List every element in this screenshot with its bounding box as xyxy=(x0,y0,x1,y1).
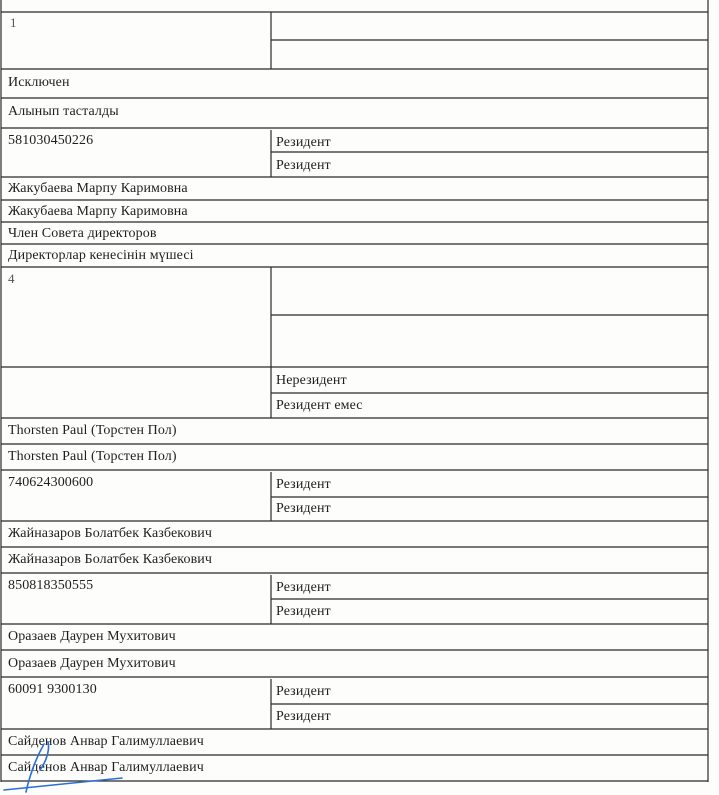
residency-4b: Резидент xyxy=(276,709,331,724)
signature-stroke xyxy=(0,740,140,795)
iin-4: 60091 9300130 xyxy=(8,682,97,697)
position-ru: Член Совета директоров xyxy=(8,226,157,241)
status-excluded-kz: Алынып тасталды xyxy=(8,104,119,119)
residency-nonresident-kz: Резидент емес xyxy=(276,398,363,413)
person-name-2b: Thorsten Paul (Торстен Пол) xyxy=(8,449,177,464)
person-name-5b: Сайденов Анвар Галимуллаевич xyxy=(8,760,204,775)
person-name-1b: Жакубаева Марпу Каримовна xyxy=(8,204,188,219)
residency-2b: Резидент xyxy=(276,501,331,516)
person-name-3b: Жайназаров Болатбек Казбекович xyxy=(8,552,213,567)
position-kz: Директорлар кенесінін мүшесі xyxy=(8,248,194,263)
iin-3: 850818350555 xyxy=(8,578,94,593)
person-name-2a: Thorsten Paul (Торстен Пол) xyxy=(8,423,177,438)
residency-1a: Резидент xyxy=(276,135,331,150)
residency-nonresident-ru: Нерезидент xyxy=(276,373,347,388)
row-number-1: 1 xyxy=(10,15,17,30)
residency-3b: Резидент xyxy=(276,604,331,619)
residency-3a: Резидент xyxy=(276,580,331,595)
residency-1b: Резидент xyxy=(276,158,331,173)
person-name-1a: Жакубаева Марпу Каримовна xyxy=(8,181,188,196)
iin-1: 581030450226 xyxy=(8,133,94,148)
iin-2: 740624300600 xyxy=(8,475,94,490)
person-name-3a: Жайназаров Болатбек Казбекович xyxy=(8,526,213,541)
person-name-4a: Оразаев Даурен Мухитович xyxy=(8,629,176,644)
person-name-4b: Оразаев Даурен Мухитович xyxy=(8,656,176,671)
residency-4a: Резидент xyxy=(276,684,331,699)
person-name-5a: Сайденов Анвар Галимуллаевич xyxy=(8,734,204,749)
residency-2a: Резидент xyxy=(276,477,331,492)
status-excluded-ru: Исключен xyxy=(8,75,70,90)
row-number-4: 4 xyxy=(8,271,15,286)
